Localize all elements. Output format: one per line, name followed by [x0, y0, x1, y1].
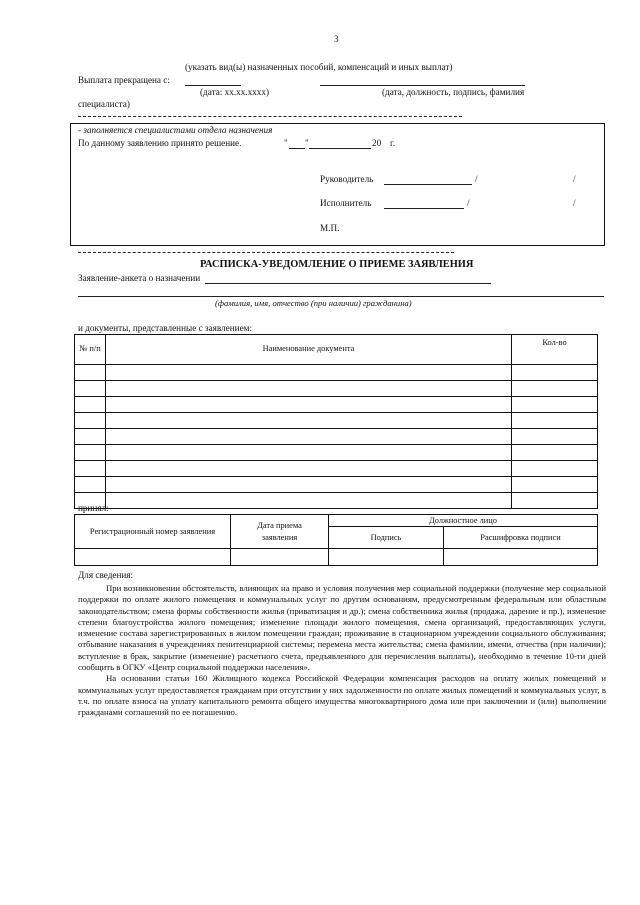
cut-line-1: [78, 116, 462, 117]
stamp-label: М.П.: [320, 223, 340, 233]
head-signature-line[interactable]: [384, 184, 472, 185]
benefits-hint: (указать вид(ы) назначенных пособий, компенсаций и иных выплат): [185, 62, 453, 72]
date-quote-open: ": [284, 138, 288, 148]
table-cell[interactable]: [512, 429, 598, 445]
info-text: [78, 583, 606, 719]
table-cell[interactable]: [512, 477, 598, 493]
cut-line-2: [78, 252, 454, 253]
accepted-label: принял:: [78, 503, 109, 513]
decision-month-line[interactable]: [309, 148, 371, 149]
signature-cell[interactable]: [329, 549, 444, 566]
table-cell[interactable]: [512, 445, 598, 461]
head-label: Руководитель: [320, 174, 374, 184]
info-paragraph-2: На основании статьи 160 Жилищного кодекса Российской Федерации компенсация расходов на оплату жилых помещений и коммунальных услуг предоставляется гражданам при отсутствии у них задолженности по оплате жилых помещений и коммунальных услуг, в т.ч. по оплате взноса на уплату капитального ремонта общего имущества многоквартирного дома или при заключении и (или) выполнении гражданами соглашений по ее погашению.: [78, 673, 606, 718]
decision-year-unit: г.: [390, 138, 396, 148]
application-type-line[interactable]: [205, 283, 491, 284]
col-num-header: № п/п: [75, 335, 106, 365]
payment-stopped-label: Выплата прекращена с:: [78, 75, 170, 85]
table-cell[interactable]: [106, 493, 512, 509]
table-cell[interactable]: [75, 365, 106, 381]
table-row: [75, 477, 598, 493]
table-row: [75, 381, 598, 397]
executor-slash-1: /: [467, 198, 470, 208]
table-cell[interactable]: [106, 365, 512, 381]
table-cell[interactable]: [512, 365, 598, 381]
table-cell[interactable]: [75, 445, 106, 461]
executor-label: Исполнитель: [320, 198, 372, 208]
table-cell[interactable]: [75, 429, 106, 445]
signature-header: Подпись: [329, 527, 444, 549]
table-cell[interactable]: [75, 477, 106, 493]
table-cell[interactable]: [106, 429, 512, 445]
accept-date-cell[interactable]: [231, 549, 329, 566]
table-cell[interactable]: [75, 381, 106, 397]
table-row: [75, 445, 598, 461]
table-cell[interactable]: [512, 493, 598, 509]
table-row: [75, 549, 598, 566]
citizen-fio-line[interactable]: [78, 296, 604, 297]
table-cell[interactable]: [106, 381, 512, 397]
signature-decoding-header: Расшифровка подписи: [444, 527, 598, 549]
signature-hint-line2: специалиста): [78, 99, 130, 109]
table-cell[interactable]: [512, 381, 598, 397]
documents-table: [74, 334, 598, 509]
decision-text: По данному заявлению принято решение.: [78, 138, 242, 148]
application-label: Заявление-анкета о назначении: [78, 273, 201, 283]
documents-label: и документы, представленные с заявлением:: [78, 323, 253, 333]
table-row: [75, 413, 598, 429]
table-cell[interactable]: [512, 461, 598, 477]
payment-stop-date-line[interactable]: [185, 85, 241, 86]
official-header: Должностное лицо: [329, 515, 598, 527]
signature-hint-line1: (дата, должность, подпись, фамилия: [382, 87, 525, 97]
table-cell[interactable]: [75, 397, 106, 413]
decision-year-prefix: 20: [372, 138, 382, 148]
reg-number-header: Регистрационный номер заявления: [75, 515, 231, 549]
accept-date-header: Дата приема заявления: [231, 515, 329, 549]
table-cell[interactable]: [106, 397, 512, 413]
table-cell[interactable]: [106, 413, 512, 429]
specialist-signature-line[interactable]: [320, 85, 525, 86]
table-cell[interactable]: [512, 413, 598, 429]
table-cell[interactable]: [106, 445, 512, 461]
table-row: [75, 429, 598, 445]
fio-hint: (фамилия, имя, отчество (при наличии) гражданина): [215, 298, 412, 308]
head-slash-2: /: [573, 174, 576, 184]
head-slash-1: /: [475, 174, 478, 184]
table-row: [75, 461, 598, 477]
table-cell[interactable]: [75, 413, 106, 429]
executor-slash-2: /: [573, 198, 576, 208]
date-format-hint: (дата: хх.хх.хххх): [200, 87, 270, 97]
receipt-title: РАСПИСКА-УВЕДОМЛЕНИЕ О ПРИЕМЕ ЗАЯВЛЕНИЯ: [200, 259, 474, 270]
table-row: [75, 493, 598, 509]
date-quote-close: ": [305, 138, 309, 148]
table-cell[interactable]: [106, 461, 512, 477]
page-number: 3: [334, 34, 339, 44]
table-cell[interactable]: [106, 477, 512, 493]
registration-table: [74, 514, 598, 566]
decision-day-line[interactable]: [289, 148, 305, 149]
table-row: [75, 397, 598, 413]
decision-box-heading: - заполняется специалистами отдела назначения: [78, 125, 273, 135]
table-row: [75, 365, 598, 381]
info-paragraph-1: При возникновении обстоятельств, влияющих на право и условия получения мер социальной поддержки (получение мер социальной поддержки по оплате жилого помещения и коммунальных услуг по другим основаниям, предусмотренным федеральным или областным законодательством; смена формы собственности жилья (приватизация и др.); смена собственника жилья (продажа, дарение и пр.), изменение степени благоустройства жилого помещения; изменение площади жилого помещения, смена организаций, предоставляющих услуги, изменение состава зарегистрированных в жилом помещении граждан; проживание в стационарном учреждении социального обслуживания; отбывание наказания в учреждениях пенитенциарной системы; перемена места жительства; смена фамилии, имени, отчества (при наличии); вступление в брак, закрытие (изменение) расчетного счета, предъявленного для перечисления выплаты), необходимо в течение 10-ти дней сообщить в ОГКУ «Центр социальной поддержки населения».: [78, 583, 606, 673]
documents-table-header: [75, 335, 598, 365]
table-cell[interactable]: [512, 397, 598, 413]
table-cell[interactable]: [75, 461, 106, 477]
reg-number-cell[interactable]: [75, 549, 231, 566]
col-name-header: Наименование документа: [106, 335, 512, 365]
signature-decoding-cell[interactable]: [444, 549, 598, 566]
info-heading: Для сведения:: [78, 570, 134, 580]
col-qty-header: Кол-во: [512, 335, 598, 365]
executor-signature-line[interactable]: [384, 208, 464, 209]
